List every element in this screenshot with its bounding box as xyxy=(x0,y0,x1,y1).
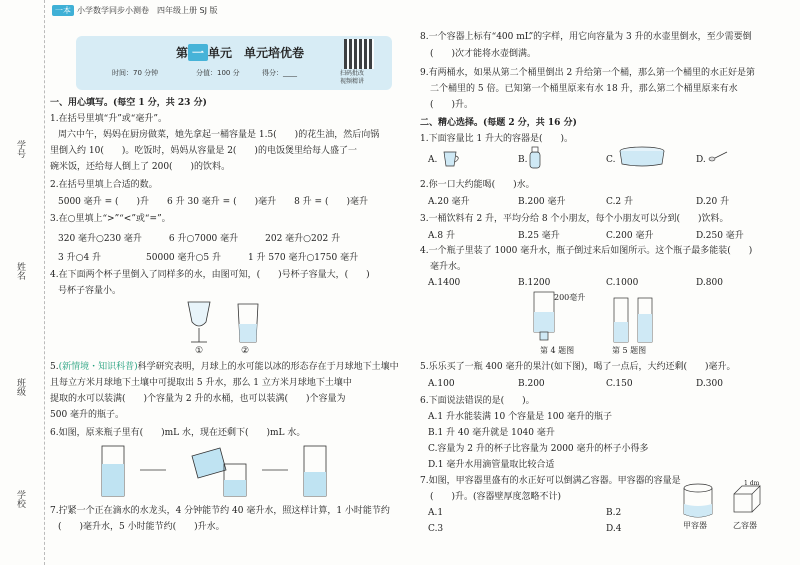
c6-option-c[interactable]: C.容量为 2 升的杯子比容量为 2000 毫升的杯子小得多 xyxy=(428,444,649,454)
pouring-bottle-icon xyxy=(192,448,226,478)
dm-label: 1 dm xyxy=(744,480,760,487)
q8-line2: ( )次才能将水壶倒满。 xyxy=(430,49,537,59)
title-suffix: 单元 单元培优卷 xyxy=(208,46,305,60)
student-number-label: 学号 xyxy=(15,140,25,158)
got-score-field: 得分：____ xyxy=(262,69,297,77)
fig4-caption: 第 4 题图 xyxy=(540,346,575,355)
c3-option-b[interactable]: B.25 毫升 xyxy=(518,231,560,241)
cup-2-label: ② xyxy=(241,346,250,356)
c1-option-c[interactable]: C. xyxy=(606,155,616,165)
c6-option-d[interactable]: D.1 毫升水用滴管量取比较合适 xyxy=(428,460,555,470)
c6-option-a[interactable]: A.1 升水能装满 10 个容量是 100 毫升的瓶子 xyxy=(428,412,613,422)
c7-line2: ( )升。(容器壁厚度忽略不计) xyxy=(430,492,562,502)
c7-option-a[interactable]: A.1 xyxy=(428,508,444,518)
q6-prompt: 6.如图，原来瓶子里有( )mL 水，现在还剩下( )mL 水。 xyxy=(50,428,306,438)
qr-caption: 扫码批改 视频精讲 xyxy=(340,70,365,85)
cups-figure xyxy=(170,298,280,360)
basin-icon xyxy=(618,146,666,168)
q1-line3: 碗米饭，还给每人倒上了 200( )的饮料。 xyxy=(50,162,231,172)
c6-option-b[interactable]: B.1 升 40 毫升就是 1040 毫升 xyxy=(428,428,555,438)
c2-option-c[interactable]: C.2 升 xyxy=(606,197,634,207)
q2-prompt: 2.在括号里填上合适的数。 xyxy=(50,180,158,190)
q9-line3: ( )升。 xyxy=(430,100,474,110)
c4-line2: 毫升水。 xyxy=(430,262,467,272)
bottle-200ml-label: 200毫升 xyxy=(554,293,586,302)
c3-prompt: 3.一桶饮料有 2 升，平均分给 8 个小朋友，每个小朋友可以分到( )饮料。 xyxy=(420,214,729,224)
c5-option-a[interactable]: A.100 xyxy=(428,379,455,389)
measuring-cylinder-2-icon xyxy=(224,464,246,496)
measuring-cylinder-1-icon xyxy=(102,446,124,496)
q1-line1: 周六中午，妈妈在厨房做菜，她先拿起一桶容量是 1.5( )的花生油，然后向锅 xyxy=(58,130,380,140)
c4-option-d[interactable]: D.800 xyxy=(696,278,723,288)
time-info: 时间：70 分钟 xyxy=(112,69,159,77)
c1-option-b[interactable]: B. xyxy=(518,155,528,165)
c3-option-c[interactable]: C.200 毫升 xyxy=(606,231,654,241)
jia-label: 甲容器 xyxy=(683,521,707,530)
title-prefix: 第 xyxy=(176,46,189,60)
c1-option-d[interactable]: D. xyxy=(696,155,706,165)
q1-prompt: 1.在括号里填“升”或“毫升”。 xyxy=(50,114,167,124)
header-tag: 一本 xyxy=(52,5,74,16)
q3-row1: 320 毫升○230 毫升 6 升○7000 毫升 202 毫升○202 升 xyxy=(58,234,341,244)
c4-line1: 4.一个瓶子里装了 1000 毫升水，瓶子倒过来后如图所示。这个瓶子最多能装( ) xyxy=(420,246,753,256)
pouring-figure xyxy=(92,442,362,502)
c3-option-d[interactable]: D.250 毫升 xyxy=(696,231,744,241)
q2-items: 5000 毫升 = ( )升 6 升 30 毫升 = ( )毫升 8 升 = ( )毫升 xyxy=(58,197,368,207)
q4-line1: 4.在下面两个杯子里倒入了同样多的水，由图可知，( )号杯子容量大，( ) xyxy=(50,270,370,280)
c7-option-c[interactable]: C.3 xyxy=(428,524,444,534)
binding-sidebar xyxy=(0,0,45,565)
q3-prompt: 3.在○里填上“>”“<”或“=”。 xyxy=(50,214,171,224)
measuring-cylinder-3-icon xyxy=(304,446,326,496)
c3-option-a[interactable]: A.8 升 xyxy=(428,231,455,241)
title-unit-number: 一 xyxy=(188,44,208,61)
q9-line2: 二个桶里的 5 倍。已知第一个桶里原来有水 18 升，那么第二个桶里原来有水 xyxy=(430,84,738,94)
c4-option-b[interactable]: B.1200 xyxy=(518,278,551,288)
c2-option-d[interactable]: D.20 升 xyxy=(696,197,730,207)
q5-line1: 5.(新情境・知识科普)科学研究表明，月球上的水可能以冰的形态存在于月球地下土壤中 xyxy=(50,362,399,372)
header-text: 小学数学同步小测卷 四年级上册 SJ 版 xyxy=(77,6,218,15)
q5-tag: (新情境・知识科普) xyxy=(58,362,138,372)
q4-line2: 号杯子容量小。 xyxy=(58,286,122,296)
c2-option-b[interactable]: B.200 毫升 xyxy=(518,197,566,207)
q9-line1: 9.有两桶水，如果从第二个桶里倒出 2 升给第一个桶，那么第一个桶里的水正好是第 xyxy=(420,68,756,78)
c5-option-b[interactable]: B.200 xyxy=(518,379,545,389)
c7-option-b[interactable]: B.2 xyxy=(606,508,622,518)
q3-row2: 3 升○4 升 50000 毫升○5 升 1 升 570 毫升○1750 毫升 xyxy=(58,253,359,263)
c4-option-a[interactable]: A.1400 xyxy=(428,278,461,288)
cup-1-label: ① xyxy=(195,346,204,356)
page-header xyxy=(52,5,218,16)
school-label: 学校 xyxy=(15,490,25,508)
fig5-caption: 第 5 题图 xyxy=(612,346,647,355)
c7-line1: 7.如图，甲容器里盛有的水正好可以倒满乙容器。甲容器的容量是 xyxy=(420,476,681,486)
q7-line1: 7.拧紧一个正在滴水的水龙头，4 分钟能节约 40 毫升水，照这样计算，1 小时能节约 xyxy=(50,506,390,516)
q8-line1: 8.一个容器上标有“400 mL”的字样，用它向容量为 3 升的水壶里倒水，至少需要倒 xyxy=(420,32,752,42)
wine-glass-icon xyxy=(188,302,210,342)
container-yi-icon xyxy=(734,486,760,512)
c4-option-c[interactable]: C.1000 xyxy=(606,278,639,288)
class-label: 班级 xyxy=(15,378,25,396)
c2-prompt: 2.你一口大约能喝( )水。 xyxy=(420,180,535,190)
c1-prompt: 1.下面容量比 1 升大的容器是( )。 xyxy=(420,134,574,144)
q7-line2: ( )毫升水，5 小时能节约( )升水。 xyxy=(58,522,225,532)
q5-line4: 500 毫升的瓶子。 xyxy=(50,410,125,420)
spoon-icon xyxy=(708,150,728,164)
c6-prompt: 6.下面说法错误的是( )。 xyxy=(420,396,535,406)
juice-bottles-icon xyxy=(612,292,656,344)
container-jia-icon xyxy=(684,484,712,517)
q5-line2: 且每立方米月球地下土壤中可提取出 5 升水，那么 1 立方米月球地下土壤中 xyxy=(50,378,352,388)
q5-line1-text: 科学研究表明，月球上的水可能以冰的形态存在于月球地下土壤中 xyxy=(137,362,399,372)
section1-heading: 一、用心填写。(每空 1 分，共 23 分) xyxy=(50,98,207,108)
c2-option-a[interactable]: A.20 毫升 xyxy=(428,197,470,207)
yi-label: 乙容器 xyxy=(733,521,757,530)
c1-option-a[interactable]: A. xyxy=(428,155,438,165)
c5-option-d[interactable]: D.300 xyxy=(696,379,723,389)
c7-option-d[interactable]: D.4 xyxy=(606,524,622,534)
unit-title xyxy=(176,44,304,61)
score-info: 分值：100 分 xyxy=(196,69,240,77)
bottle-icon xyxy=(528,146,542,170)
q1-line2: 里倒入约 10( )。吃饭时，妈妈从容量是 2( )的电饭煲里给每人盛了一 xyxy=(50,146,357,156)
section2-heading: 二、精心选择。(每题 2 分，共 16 分) xyxy=(420,118,577,128)
unit-banner xyxy=(76,36,392,90)
cup-icon xyxy=(442,148,462,168)
name-label: 姓名 xyxy=(15,262,25,280)
tall-glass-icon xyxy=(238,304,258,342)
c5-prompt: 5.乐乐买了一瓶 400 毫升的果汁(如下图)，喝了一点后，大约还剩( )毫升。 xyxy=(420,362,736,372)
c5-option-c[interactable]: C.150 xyxy=(606,379,633,389)
q5-line3: 提取的水可以装满( )个容量为 2 升的水桶，也可以装满( )个容量为 xyxy=(50,394,346,404)
qr-code-icon xyxy=(344,39,374,69)
